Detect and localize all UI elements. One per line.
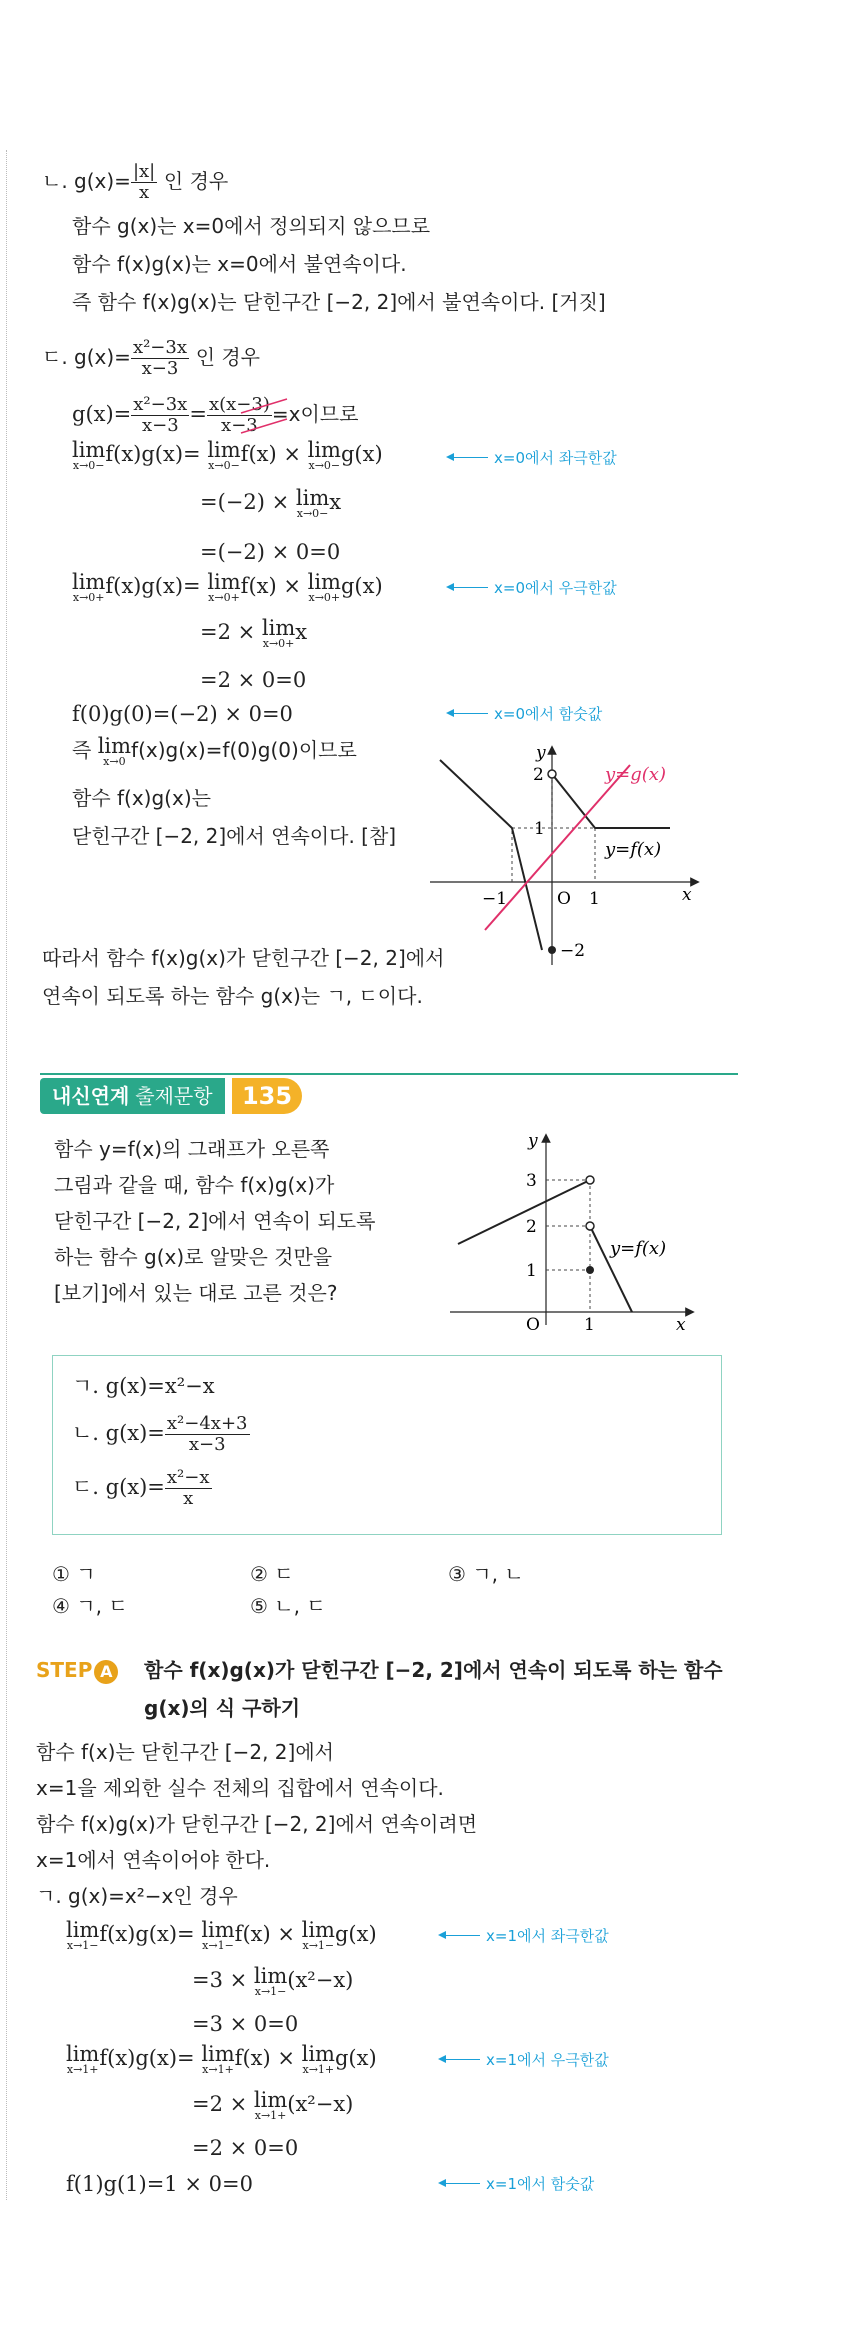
sol-lim-left: lim x→1− f(x)g(x)= lim x→1− f(x) × lim x→1− g(x) (66, 1918, 377, 1952)
section-banner: 내신연계 출제문항 (40, 1078, 225, 1114)
eq2: =(−2) × 0=0 (200, 540, 341, 564)
open-point (586, 1222, 594, 1230)
step-title-2: g(x)의 식 구하기 (144, 1696, 301, 1720)
step-title-1: 함수 f(x)g(x)가 닫힌구간 [−2, 2]에서 연속이 되도록 하는 함수 (144, 1658, 723, 1682)
sol-4: x=1에서 연속이어야 한다. (36, 1848, 271, 1872)
choice-4[interactable]: ④ ㄱ, ㄷ (52, 1594, 128, 1618)
sol-lim-right: lim x→1+ f(x)g(x)= lim x→1+ f(x) × lim x→1+ g(x) (66, 2042, 377, 2076)
sec-d-header: ㄷ. g(x)= $\frac{\text{x²−3x}}{x-3}$ 인 경우 (42, 337, 261, 379)
sol-e3: =2 × lim x→1+ (x²−x) (192, 2088, 354, 2122)
sec-n-header: ㄴ. g(x)= $\frac{|x|}{x}$ 인 경우 (42, 161, 229, 203)
sol-note-right: x=1에서 우극한값 (440, 2050, 609, 2070)
sol-2: x=1을 제외한 실수 전체의 집합에서 연속이다. (36, 1776, 444, 1800)
sol-e2: =3 × 0=0 (192, 2012, 299, 2036)
sec-n-line2: 함수 f(x)g(x)는 x=0에서 불연속이다. (72, 252, 407, 276)
graph-fg (420, 740, 710, 985)
sol-1: 함수 f(x)는 닫힌구간 [−2, 2]에서 (36, 1740, 334, 1764)
tick-x1: 1 (589, 889, 600, 909)
banner-rule (40, 1073, 738, 1075)
label-g: y=g(x) (605, 764, 666, 785)
sec-d-simplify: g(x)= $\frac{\text{x²−3x}}{x-3}$ = $\frac{x(x-3)}{x-3}$ =x이므로 (72, 394, 359, 436)
eq1: =(−2) × lim x→0− x (200, 486, 342, 520)
tick-m1: −1 (482, 889, 508, 909)
y-label: y (528, 1131, 538, 1151)
note-left-limit: x=0에서 좌극한값 (448, 448, 617, 468)
lim-right-line: lim x→0+ f(x)g(x)= lim x→0+ f(x) × lim x→0+ g(x) (72, 570, 383, 604)
open-point (586, 1176, 594, 1184)
step-label: STEP A (36, 1658, 118, 1684)
origin-label: O (526, 1315, 540, 1330)
tick-m2: −2 (560, 941, 586, 961)
sec-n-line1: 함수 g(x)는 x=0에서 정의되지 않으므로 (72, 214, 431, 238)
sol-5: ㄱ. g(x)=x²−x인 경우 (36, 1884, 238, 1908)
sec-n-line3: 즉 함수 f(x)g(x)는 닫힌구간 [−2, 2]에서 불연속이다. [거짓] (72, 290, 606, 314)
tick-2: 2 (526, 1217, 537, 1237)
graph-f2 (440, 1130, 700, 1330)
eq4: =2 × 0=0 (200, 668, 307, 692)
problem-number: 135 (232, 1078, 302, 1114)
sol-note-value: x=1에서 함숫값 (440, 2174, 594, 2194)
fval: f(0)g(0)=(−2) × 0=0 (72, 702, 293, 726)
margin-rule (6, 150, 7, 2200)
label-f: y=f(x) (605, 839, 662, 860)
concl-2: 함수 f(x)g(x)는 (72, 786, 211, 810)
bogi-a: ㄱ. g(x)=x²−x (72, 1374, 215, 1398)
tick-x1: 1 (584, 1315, 595, 1330)
bogi-b: ㄴ. g(x)= $\frac{\text{x²−4x+3}}{x-3}$ (72, 1413, 248, 1455)
final-2: 연속이 되도록 하는 함수 g(x)는 ㄱ, ㄷ이다. (42, 984, 423, 1008)
problem-4: 하는 함수 g(x)로 알맞은 것만을 (54, 1245, 333, 1269)
sol-note-left: x=1에서 좌극한값 (440, 1926, 609, 1946)
bogi-c: ㄷ. g(x)= $\frac{\text{x²−x}}{x}$ (72, 1467, 210, 1509)
concl-3: 닫힌구간 [−2, 2]에서 연속이다. [참] (72, 824, 397, 848)
x-label: x (676, 1315, 686, 1330)
choice-2[interactable]: ② ㄷ (250, 1562, 294, 1586)
origin-label: O (557, 889, 571, 909)
closed-point (586, 1266, 594, 1274)
choice-5[interactable]: ⑤ ㄴ, ㄷ (250, 1594, 326, 1618)
tick-3: 3 (526, 1171, 537, 1191)
closed-point (548, 946, 556, 954)
sol-3: 함수 f(x)g(x)가 닫힌구간 [−2, 2]에서 연속이려면 (36, 1812, 478, 1836)
eq3: =2 × lim x→0+ x (200, 616, 308, 650)
sol-fval: f(1)g(1)=1 × 0=0 (66, 2172, 253, 2196)
sol-e1: =3 × lim x→1− (x²−x) (192, 1964, 354, 1998)
tick-1: 1 (534, 819, 545, 839)
lim-left-line: lim x→0− f(x)g(x)= lim x→0− f(x) × lim x→0− g(x) (72, 438, 383, 472)
problem-3: 닫힌구간 [−2, 2]에서 연속이 되도록 (54, 1209, 376, 1233)
cancel-strike (237, 395, 293, 437)
problem-1: 함수 y=f(x)의 그래프가 오른쪽 (54, 1137, 330, 1161)
f-left-segment (440, 760, 542, 950)
choice-3[interactable]: ③ ㄱ, ㄴ (448, 1562, 524, 1586)
note-value: x=0에서 함숫값 (448, 704, 602, 724)
final-1: 따라서 함수 f(x)g(x)가 닫힌구간 [−2, 2]에서 (42, 946, 445, 970)
tick-2: 2 (533, 765, 544, 785)
problem-5: [보기]에서 있는 대로 고른 것은? (54, 1281, 338, 1305)
f-left-segment (458, 1180, 590, 1244)
x-label: x (682, 885, 692, 905)
y-label: y (536, 743, 546, 763)
sol-e4: =2 × 0=0 (192, 2136, 299, 2160)
open-point (548, 770, 556, 778)
tick-1: 1 (526, 1261, 537, 1281)
label-f: y=f(x) (610, 1238, 667, 1259)
note-right-limit: x=0에서 우극한값 (448, 578, 617, 598)
concl-1: 즉 lim x→0 f(x)g(x)=f(0)g(0)이므로 (72, 734, 357, 768)
choice-1[interactable]: ① ㄱ (52, 1562, 96, 1586)
problem-2: 그림과 같을 때, 함수 f(x)g(x)가 (54, 1173, 335, 1197)
